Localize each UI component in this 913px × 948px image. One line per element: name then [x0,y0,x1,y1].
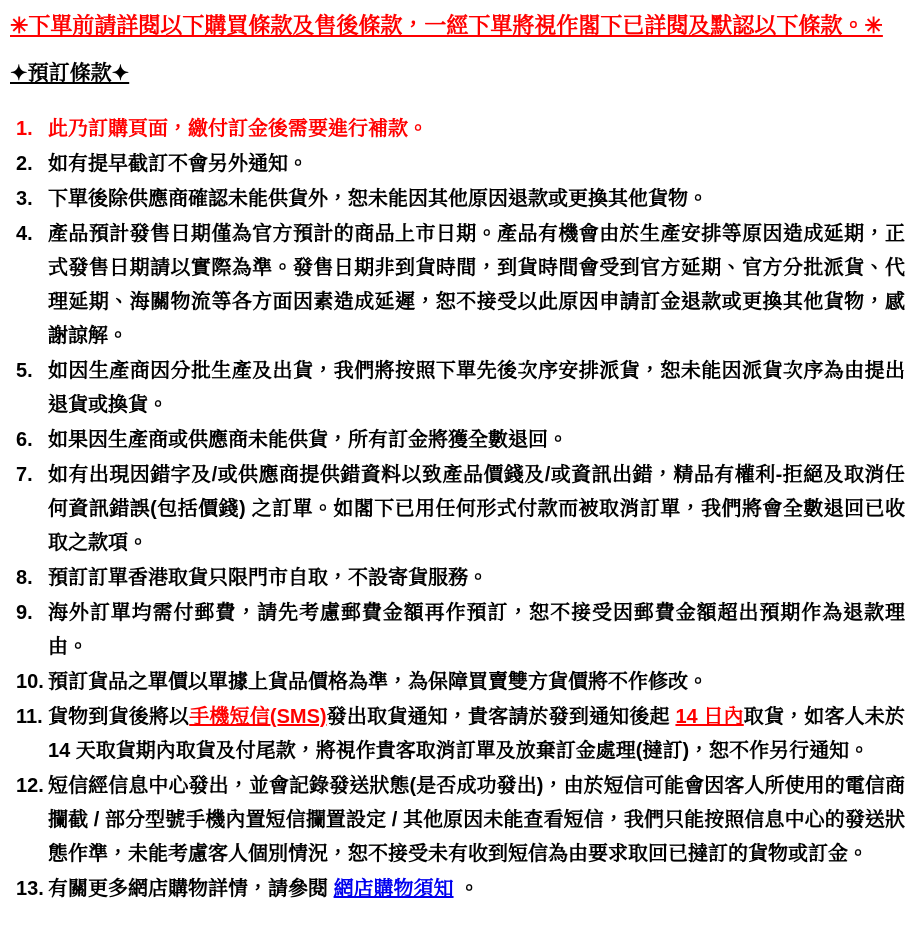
term-item [10,596,905,664]
term-item [10,147,905,181]
term-text-segment: 14 日內 [675,706,744,728]
terms-list [10,112,905,906]
term-text-segment: 有關更多網店購物詳情，請參閱 [48,878,334,900]
purchase-notice-header: ✳下單前請詳閱以下購買條款及售後條款，一經下單將視作閣下已詳閱及默認以下條款。✳ [10,13,883,38]
term-text-segment: 取貨，如客人未於 14 天取貨期內取貨及付尾款，將視作貴客取消訂單及放棄訂金處理(撻訂)，恕不作另行通知。 [48,706,905,762]
term-text-segment: 此乃訂購頁面，繳付訂金後需要進行補款。 [48,118,428,140]
term-text-segment: 如有出現因錯字及/或供應商提供錯資料以致產品價錢及/或資訊出錯，精品有權利-拒絕及取消任何資訊錯誤(包括價錢) 之訂單。如閣下已用任何形式付款而被取消訂單，我們將會全數退回已收取之款項。 [48,464,905,554]
term-item [10,561,905,595]
term-text-segment: 海外訂單均需付郵費，請先考慮郵費金額再作預訂，恕不接受因郵費金額超出預期作為退款理由。 [48,602,905,658]
term-text-segment: 。 [453,878,480,900]
term-item [10,217,905,353]
term-text-segment: 發出取貨通知，貴客請於發到通知後起 [326,706,676,728]
term-text-segment: 如有提早截訂不會另外通知。 [48,153,308,175]
term-item [10,112,905,146]
term-item [10,423,905,457]
section-title-preorder-terms: ✦預訂條款✦ [10,62,130,85]
term-item [10,769,905,871]
term-item [10,354,905,422]
term-text-segment: 預訂訂單香港取貨只限門市自取，不設寄貨服務。 [48,567,488,589]
term-text-segment: 短信經信息中心發出，並會記錄發送狀態(是否成功發出)，由於短信可能會因客人所使用的電信商攔截 / 部分型號手機內置短信攔置設定 / 其他原因未能查看短信，我們只能按照信息中心的發送狀態作準，未能考慮客人個別情況，恕不接受未有收到短信為由要求取回已撻訂的貨物或訂金。 [48,775,905,865]
term-item [10,665,905,699]
term-item [10,458,905,560]
term-item [10,700,905,768]
term-text-segment: 下單後除供應商確認未能供貨外，恕未能因其他原因退款或更換其他貨物。 [48,188,708,210]
term-text-segment: 預訂貨品之單價以單據上貨品價格為準，為保障買賣雙方貨價將不作修改。 [48,671,708,693]
term-text-segment: 產品預計發售日期僅為官方預計的商品上市日期。產品有機會由於生產安排等原因造成延期，正式發售日期請以實際為準。發售日期非到貨時間，到貨時間會受到官方延期、官方分批派貨、代理延期、海關物流等各方面因素造成延遲，恕不接受以此原因申請訂金退款或更換其他貨物，感謝諒解。 [48,223,905,347]
term-item [10,872,905,906]
term-text-segment: 手機短信(SMS) [189,706,327,728]
term-item [10,182,905,216]
term-text-segment: 貨物到貨後將以 [48,706,190,728]
term-text-segment: 如因生產商因分批生產及出貨，我們將按照下單先後次序安排派貨，恕未能因派貨次序為由提出退貨或換貨。 [48,360,905,416]
term-text-segment: 如果因生產商或供應商未能供貨，所有訂金將獲全數退回。 [48,429,568,451]
shop-guide-link[interactable]: 網店購物須知 [333,878,454,900]
